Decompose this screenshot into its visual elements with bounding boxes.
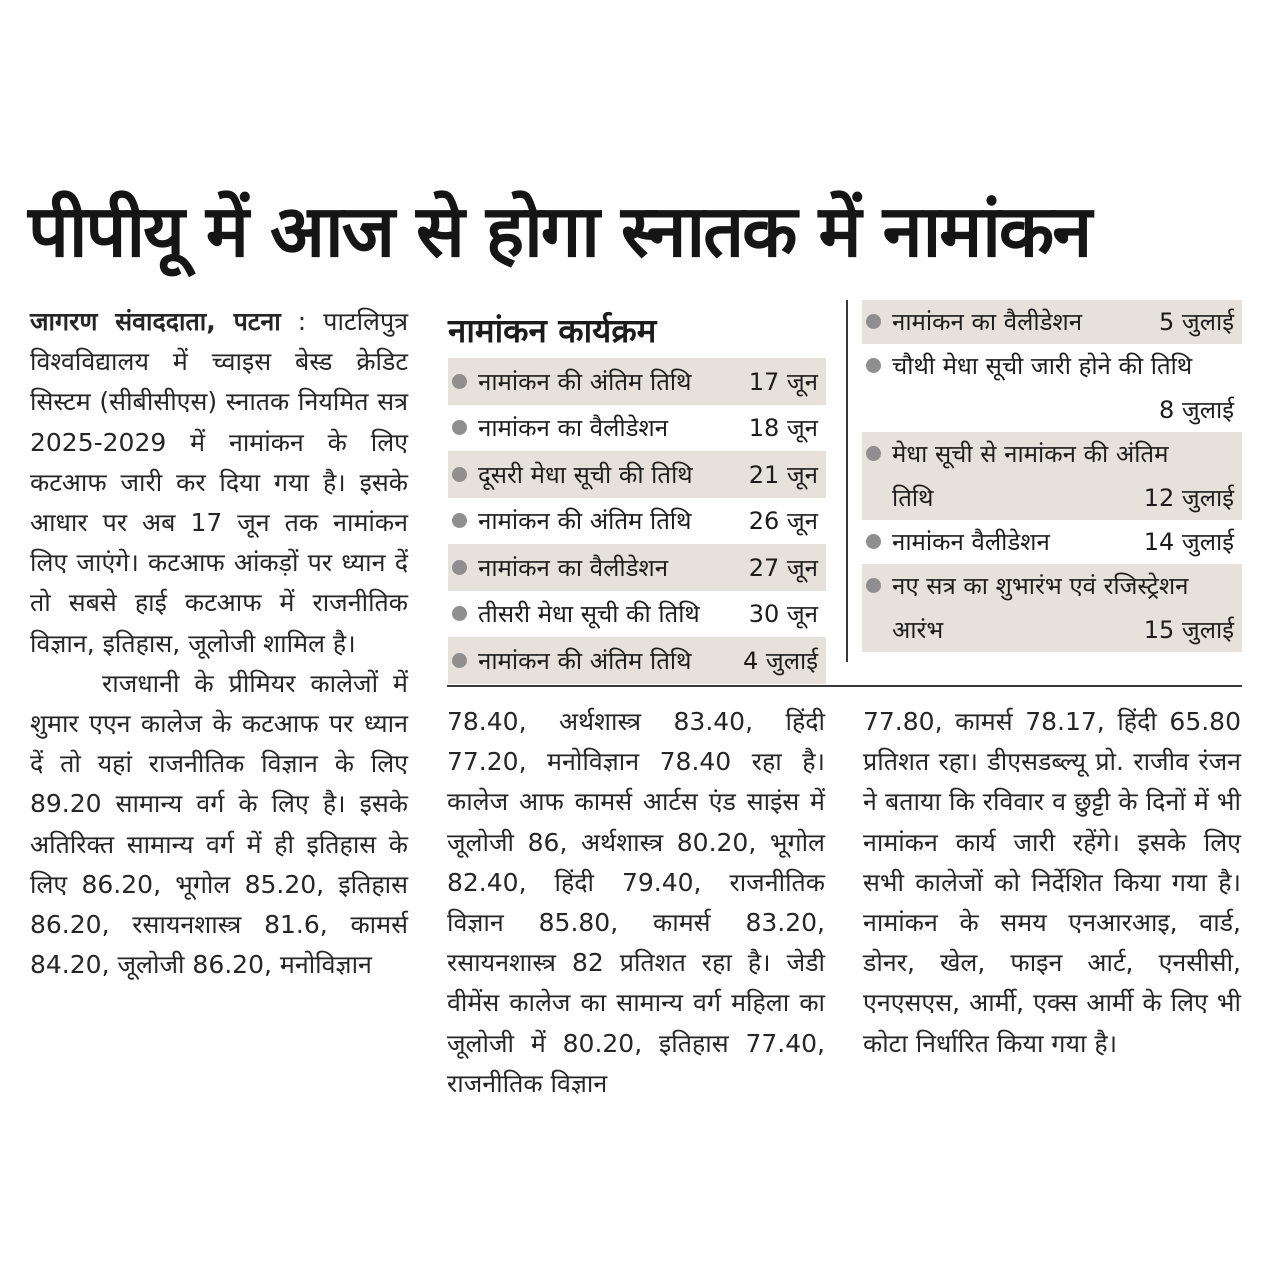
schedule-item-label: मेधा सूची से नामांकन की अंतिम [892, 440, 1169, 468]
schedule-item-label: नामांकन की अंतिम तिथि [478, 646, 692, 675]
schedule-item-label-cont: आरंभ [892, 616, 944, 644]
schedule-item [862, 300, 1242, 344]
bullet-icon [452, 653, 467, 668]
bullet-icon [452, 513, 467, 528]
bullet-icon [866, 578, 881, 593]
schedule-item [862, 564, 1242, 652]
bullet-icon [452, 467, 467, 482]
article-column-3 [863, 702, 1241, 1064]
schedule-item-date: 27 जून [748, 553, 818, 582]
article-paragraph-3: 78.40, अर्थशास्त्र 83.40, हिंदी 77.20, मनोविज्ञान 78.40 रहा है। कालेज आफ कामर्स आर्टस एंड साइंस में जूलोजी 86, अर्थशास्त्र 80.20, भूगोल 82.40, हिंदी 79.40, राजनीतिक विज्ञान 85.80, कामर्स 83.20, रसायनशास्त्र 82 प्रतिशत रहा है। जेडी वीमेंस कालेज का सामान्य वर्ग महिला का जूलोजी में 80.20, इतिहास 77.40, राजनीतिक विज्ञान [447, 707, 825, 1098]
schedule-item-label: नामांकन का वैलीडेशन [892, 308, 1083, 336]
schedule-item-date: 26 जून [748, 507, 818, 536]
byline: जागरण संवाददाता, पटना [30, 307, 281, 336]
bullet-icon [866, 534, 881, 549]
schedule-list-left [448, 358, 826, 684]
bullet-icon [866, 314, 881, 329]
schedule-item-label: चौथी मेधा सूची जारी होने की तिथि [892, 352, 1193, 380]
headline: पीपीयू में आज से होगा स्नातक में नामांकन [28, 189, 1091, 273]
bullet-icon [452, 606, 467, 621]
article-paragraph-4: 77.80, कामर्स 78.17, हिंदी 65.80 प्रतिशत रहा। डीएसडब्ल्यू प्रो. राजीव रंजन ने बताया कि रविवार व छुट्टी के दिनों में भी नामांकन कार्य जारी रहेंगे। इसके लिए सभी कालेजों को निर्देशित किया गया है। नामांकन के समय एनआरआइ, वार्ड, डोनर, खेल, फाइन आर्ट, एनसीसी, एनएसएस, आर्मी, एक्स आर्मी के लिए भी कोटा निर्धारित किया गया है। [863, 707, 1241, 1058]
schedule-item-date: 14 जुलाई [1143, 528, 1234, 556]
schedule-list-right [862, 300, 1242, 652]
schedule-item-label-cont: तिथि [892, 484, 934, 512]
schedule-item [862, 432, 1242, 520]
schedule-item-date: 18 जून [748, 414, 818, 443]
paragraph-1-text: पाटलिपुत्र विश्वविद्यालय में च्वाइस बेस्ड क्रेडिट सिस्टम (सीबीसीएस) स्नातक नियमित सत्र 2025-2029 में नामांकन के लिए कटआफ जारी कर दिया गया है। इसके आधार पर अब 17 जून तक नामांकन लिए जाएंगे। कटआफ आंकड़ों पर ध्यान दें तो सबसे हाई कटआफ में राजनीतिक विज्ञान, इतिहास, जूलोजी शामिल है। [30, 307, 408, 658]
schedule-item-label: नामांकन की अंतिम तिथि [478, 367, 692, 396]
byline-separator: : [280, 307, 324, 336]
schedule-item-date: 12 जुलाई [1143, 484, 1234, 512]
schedule-item-label: नामांकन का वैलीडेशन [478, 553, 669, 582]
article-paragraph-2: राजधानी के प्रीमियर कालेजों में शुमार एएन कालेज के कटआफ पर ध्यान दें तो यहां राजनीतिक विज्ञान के लिए 89.20 सामान्य वर्ग के लिए है। इसके अतिरिक्त सामान्य वर्ग में ही इतिहास के लिए 86.20, भूगोल 85.20, इतिहास 86.20, रसायनशास्त्र 81.6, कामर्स 84.20, जूलोजी 86.20, मनोविज्ञान [30, 668, 408, 980]
article-column-2 [447, 702, 825, 1104]
schedule-item [448, 358, 826, 405]
bullet-icon [866, 358, 881, 373]
schedule-item-date: 5 जुलाई [1159, 308, 1234, 336]
schedule-title: नामांकन कार्यक्रम [448, 311, 657, 350]
schedule-item-label: नामांकन वैलीडेशन [892, 528, 1050, 556]
bullet-icon [452, 560, 467, 575]
schedule-item [862, 520, 1242, 564]
column-divider-horizontal [447, 685, 1242, 687]
column-divider-vertical [846, 300, 848, 662]
schedule-item [862, 344, 1242, 432]
schedule-item-label: नामांकन की अंतिम तिथि [478, 507, 692, 536]
schedule-item-date: 15 जुलाई [1143, 616, 1234, 644]
schedule-item-label: नामांकन का वैलीडेशन [478, 414, 669, 443]
bullet-icon [452, 374, 467, 389]
schedule-item-date: 30 जून [748, 600, 818, 629]
schedule-item [448, 637, 826, 684]
schedule-item [448, 405, 826, 452]
schedule-item-label: नए सत्र का शुभारंभ एवं रजिस्ट्रेशन [892, 572, 1189, 600]
schedule-item-label: दूसरी मेधा सूची की तिथि [478, 460, 693, 489]
schedule-item [448, 498, 826, 545]
schedule-item-date: 21 जून [748, 460, 818, 489]
article-paragraph-1 [30, 302, 408, 664]
schedule-item [448, 544, 826, 591]
bullet-icon [866, 446, 881, 461]
article-column-1 [30, 302, 408, 985]
schedule-item [448, 591, 826, 638]
schedule-item-date: 8 जुलाई [1159, 396, 1234, 424]
schedule-item-label: तीसरी मेधा सूची की तिथि [478, 600, 700, 629]
schedule-item [448, 451, 826, 498]
schedule-item-date: 17 जून [748, 367, 818, 396]
schedule-item-date: 4 जुलाई [743, 646, 818, 675]
bullet-icon [452, 420, 467, 435]
